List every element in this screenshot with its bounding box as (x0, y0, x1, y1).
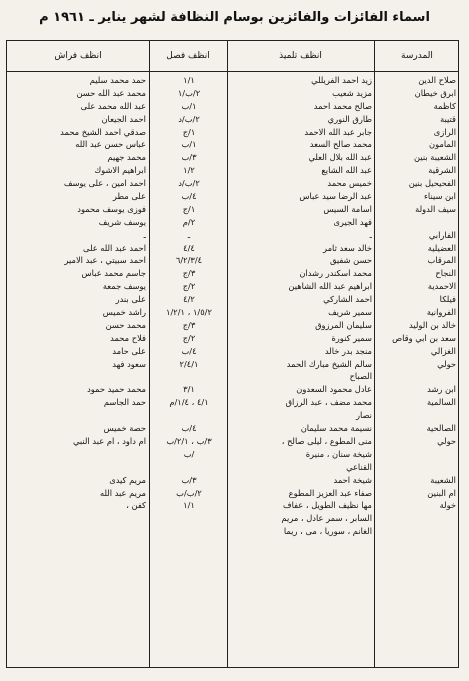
bed-cell: على مطر (112, 191, 146, 202)
class-cell: ٣/١ (183, 384, 195, 395)
table-row (7, 87, 458, 100)
class-cell: ٣/ج (182, 319, 196, 330)
table-row (7, 293, 458, 306)
table-row (7, 512, 458, 525)
table-body (7, 74, 458, 538)
student-cell: عادل محمود السعدون (296, 384, 372, 395)
bed-cell: صدقي احمد الشيخ محمد (60, 126, 146, 137)
student-cell: سمير كنورة (331, 332, 372, 343)
student-cell: شيخة احمد (333, 474, 372, 485)
bed-cell: ام داود ، ام عبد النبي (72, 435, 146, 446)
class-cell: ١/ج (182, 126, 196, 137)
table-row (7, 100, 458, 113)
student-cell: منجد بدر خالد (324, 345, 372, 356)
table-row (7, 319, 458, 332)
class-cell: ٢/ج (182, 332, 196, 343)
school-cell: حولي (437, 435, 456, 446)
class-cell: ١/١ (183, 500, 195, 511)
student-cell: احمد الشاركي (323, 294, 372, 305)
school-cell: خولة (439, 500, 456, 511)
header-cleanest-class: انظف فصل (166, 51, 210, 61)
student-cell: طارق النوري (327, 113, 372, 124)
header-cleanest-bed: انظف فراش (54, 51, 102, 61)
table-row (7, 138, 458, 151)
student-cell: شيخة سنان ، منيرة (305, 448, 372, 459)
table-row (7, 306, 458, 319)
class-cell: ٤/ب (181, 423, 197, 434)
student-cell: صالح محمد احمد (313, 100, 372, 111)
class-cell: ٤/١ ، ١/٤/م (169, 397, 209, 408)
student-cell: منى المطوع ، ليلى صالح ، (281, 435, 372, 446)
class-cell: ٣/ب (181, 474, 197, 485)
school-cell: قتيبة (440, 113, 456, 124)
table-row (7, 190, 458, 203)
table-row (7, 267, 458, 280)
table-row (7, 332, 458, 345)
class-cell: ٢/٤/١ (179, 358, 199, 369)
class-cell: ٢/ب/ب (176, 487, 202, 498)
student-cell: السابر ، سمر عادل ، مريم (281, 513, 372, 524)
school-cell: المرقاب (427, 255, 456, 266)
student-cell: ـ (369, 229, 372, 240)
table-row (7, 474, 458, 487)
student-cell: نسيمة محمد سليمان (300, 423, 372, 434)
student-cell: مزيد شعيب (332, 87, 372, 98)
class-cell: ٤/٤ (183, 242, 195, 253)
class-cell: ١/٥/٢ ، ١/٢/١ (166, 307, 212, 318)
school-cell: فيلكا (439, 294, 456, 305)
bed-cell: محمد حميد حمود (87, 384, 146, 395)
student-cell: عبد الله الشايع (321, 165, 372, 176)
student-cell: القناعي (346, 461, 372, 472)
school-cell: العضيلية (427, 242, 456, 253)
bed-cell: محمد حسن (105, 319, 146, 330)
table-row (7, 164, 458, 177)
class-cell: ٢/م (182, 216, 196, 227)
school-cell: السالمية (426, 397, 456, 408)
table-row (7, 126, 458, 139)
school-cell: ام البنين (427, 487, 456, 498)
school-cell: ابن رشد (427, 384, 456, 395)
bed-cell: ـ (143, 229, 146, 240)
bed-cell: احمد سبيتي ، عبد الامير (64, 255, 146, 266)
student-cell: خالد سعد ثامر (323, 242, 372, 253)
class-cell: ـ (187, 229, 191, 240)
table-row (7, 422, 458, 435)
student-cell: ابراهيم عبد الله الشاهين (288, 281, 372, 292)
header-cleanest-student: انظف تلميذ (279, 51, 322, 61)
table-row (7, 254, 458, 267)
school-cell: الغزالي (430, 345, 456, 356)
bed-cell: كفن ، (126, 500, 146, 511)
table-row (7, 409, 458, 422)
bed-cell: سعود فهد (112, 358, 146, 369)
table-row (7, 216, 458, 229)
student-cell: عبد الرضا سيد عباس (299, 191, 372, 202)
school-cell: الصالحية (426, 423, 456, 434)
table-row (7, 242, 458, 255)
student-cell: محمد مضف ، عبد الرزاق (285, 397, 372, 408)
school-cell: الفحيحيل بنين (408, 178, 456, 189)
document-title: اسماء الفائزات والفائزين بوسام النظافة لشهر يناير ـ ١٩٦١ م (39, 10, 430, 25)
class-cell: ٢/ج (182, 281, 196, 292)
class-cell: ٤/ب (181, 345, 197, 356)
class-cell: ١/ج (182, 203, 196, 214)
table-row (7, 203, 458, 216)
class-cell: ٣/ب ، ٢/١/ب (166, 435, 212, 446)
table-row (7, 229, 458, 242)
school-cell: الشعيبة بنين (414, 152, 456, 163)
student-cell: اسامة السيس (323, 203, 372, 214)
bed-cell: على بندر (115, 294, 146, 305)
school-cell: سعد بن ابي وقاص (392, 332, 456, 343)
header-school: المدرسة (401, 51, 433, 61)
school-cell: ابرق خيطان (414, 87, 456, 98)
student-cell: جابر عبد الله الاحمد (304, 126, 372, 137)
class-cell: ١/١ (183, 75, 195, 85)
student-cell: خميس محمد (327, 178, 372, 189)
table-row (7, 461, 458, 474)
bed-cell: جاسم محمد عباس (81, 268, 146, 279)
class-cell: ١/ب (181, 100, 197, 111)
student-cell: حسن شفيق (329, 255, 372, 266)
table-row (7, 280, 458, 293)
bed-cell: مريم عبد الله (100, 487, 146, 498)
school-cell: الفروانية (426, 307, 456, 318)
class-cell: ٤/٢ (183, 294, 195, 305)
school-cell: الفارابي (428, 229, 456, 240)
class-cell: ٢/ب/د (178, 113, 200, 124)
bed-cell: فوزى يوسف محمود (77, 203, 146, 214)
winners-table (6, 40, 459, 668)
school-cell: المامون (429, 139, 456, 150)
school-cell: ابن سيناء (424, 191, 456, 202)
table-row (7, 370, 458, 383)
class-cell: ٣/ج (182, 268, 196, 279)
bed-cell: ابراهيم الاشوك (94, 165, 146, 176)
student-cell: سليمان المرزوق (315, 319, 372, 330)
table-row (7, 448, 458, 461)
class-cell: ٣/ب (181, 152, 197, 163)
bed-cell: محمد جهيم (107, 152, 146, 163)
table-row (7, 396, 458, 409)
bed-cell: على حامد (112, 345, 146, 356)
class-cell: ٢/ب/١ (177, 87, 201, 98)
class-cell: ب/ (183, 448, 195, 459)
bed-cell: مريم كيدى (109, 474, 146, 485)
table-row (7, 383, 458, 396)
table-row (7, 113, 458, 126)
student-cell: نصار (355, 410, 372, 421)
school-cell: الشعيبة (430, 474, 456, 485)
student-cell: صفاء عبد العزيز المطوع (288, 487, 372, 498)
table-row (7, 74, 458, 87)
header-divider (7, 71, 458, 72)
student-cell: الصباح (349, 371, 372, 382)
class-cell: ٦/٢/٣/٤ (175, 255, 203, 266)
school-cell: صلاح الدين (418, 75, 456, 85)
bed-cell: حصة خميس (103, 423, 146, 434)
bed-cell: عبد الله محمد على (80, 100, 146, 111)
bed-cell: فلاح محمد (110, 332, 146, 343)
bed-cell: حمد محمد سليم (89, 75, 146, 85)
student-cell: زيد احمد الفريللي (311, 75, 372, 85)
table-row (7, 487, 458, 500)
bed-cell: يوسف جمعة (102, 281, 146, 292)
school-cell: الشرقية (428, 165, 456, 176)
bed-cell: راشد خميس (102, 307, 146, 318)
student-cell: محمد اسكندر رشدان (299, 268, 372, 279)
school-cell: حولي (437, 358, 456, 369)
student-cell: محمد صالح السعد (309, 139, 372, 150)
school-cell: خالد بن الوليد (409, 319, 456, 330)
bed-cell: احمد عبد الله على (83, 242, 146, 253)
table-row (7, 151, 458, 164)
table-row (7, 435, 458, 448)
class-cell: ١/ب (181, 139, 197, 150)
bed-cell: يوسف شريف (98, 216, 146, 227)
table-row (7, 358, 458, 371)
student-cell: سالم الشيخ مبارك الحمد (286, 358, 372, 369)
bed-cell: عباس حسن عبد الله (75, 139, 146, 150)
class-cell: ٢/ب/د (178, 178, 200, 189)
student-cell: فهد الجيرى (333, 216, 372, 227)
bed-cell: حمد الجاسم (103, 397, 146, 408)
student-cell: مها نظيف الطويل ، عفاف (282, 500, 372, 511)
school-cell: سيف الدولة (415, 203, 456, 214)
bed-cell: احمد امين ، على يوسف (63, 178, 146, 189)
student-cell: الغانم ، سوريا ، مى ، ريما (283, 526, 372, 537)
class-cell: ٤/ب (181, 191, 197, 202)
student-cell: عبد الله بلال العلي (308, 152, 372, 163)
class-cell: ١/٢ (183, 165, 195, 176)
bed-cell: احمد الجيعان (101, 113, 146, 124)
student-cell: سمير شريف (328, 307, 372, 318)
school-cell: النجاح (435, 268, 456, 279)
table-row (7, 345, 458, 358)
table-row (7, 525, 458, 538)
table-row (7, 499, 458, 512)
school-cell: كاظمة (433, 100, 456, 111)
school-cell: الاحمدية (427, 281, 456, 292)
school-cell: الرازى (433, 126, 456, 137)
bed-cell: محمد عبد الله حسن (76, 87, 146, 98)
table-row (7, 177, 458, 190)
